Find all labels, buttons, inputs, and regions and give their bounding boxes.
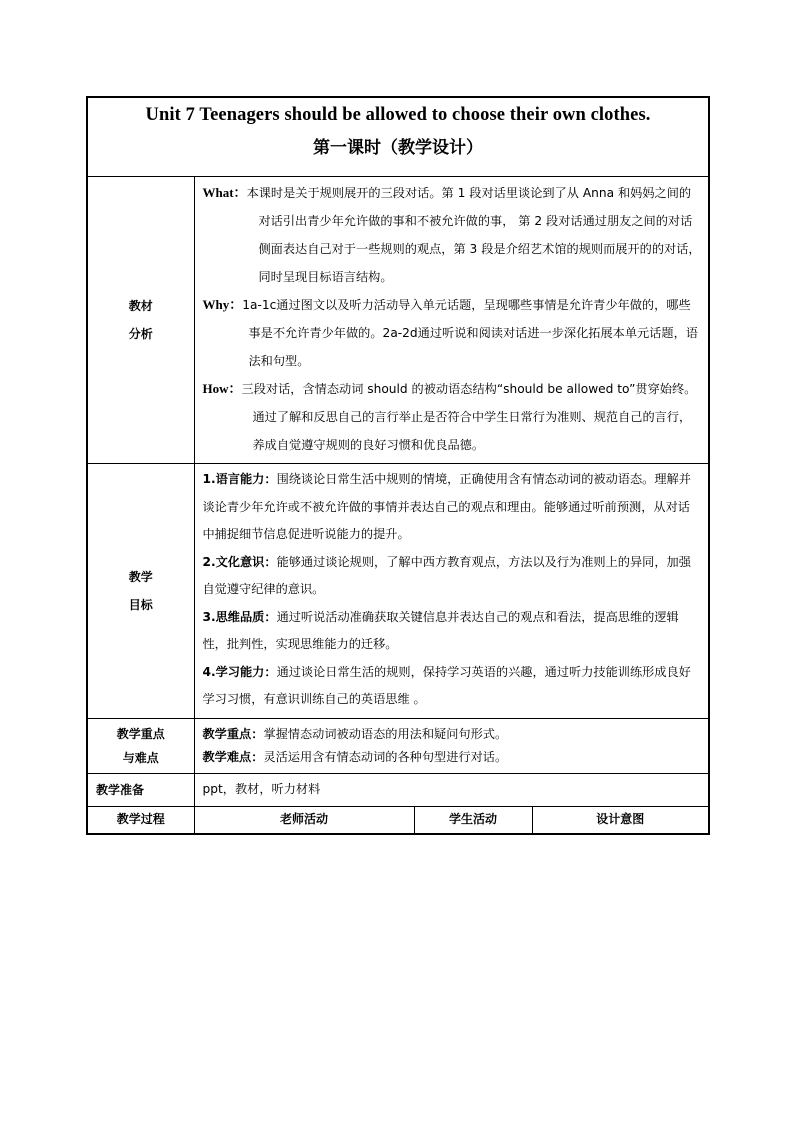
title-row — [87, 97, 709, 177]
analysis-content — [194, 177, 709, 464]
analysis-row — [87, 177, 709, 464]
col-student-activity: 学生活动 — [414, 806, 532, 834]
process-label: 教学过程 — [87, 806, 194, 834]
goals-label-line2: 目标 — [128, 597, 153, 612]
goal-head: 1.语言能力： — [202, 472, 277, 486]
col-design-intent: 设计意图 — [532, 806, 709, 834]
what-paragraph — [203, 179, 703, 291]
goal-head: 3.思维品质： — [202, 609, 277, 624]
goal-head: 4.学习能力： — [202, 664, 277, 679]
analysis-label-line2: 分析 — [128, 327, 153, 341]
keypoints-label-line2: 与难点 — [122, 750, 159, 765]
what-key: What： — [202, 185, 247, 200]
goals-content — [194, 464, 709, 719]
keypoints-content — [194, 718, 709, 773]
how-text: 三段对话，含情态动词 should 的被动语态结构“should be allowed to”贯穿始终。通过了解和反思自己的言行举止是否符合中学生日常行为准则、规范自己的言行，养成自觉遵守规则的良好习惯和优良品德。 — [241, 382, 697, 452]
focus-line — [203, 723, 703, 746]
title-chinese: 第一课时（教学设计） — [313, 138, 484, 158]
goal-item — [203, 549, 703, 604]
goal-text: 通过听说活动准确获取关键信息并表达自己的观点和看法，提高思维的逻辑性，批判性，实现思维能力的迁移。 — [202, 609, 679, 651]
what-text: 本课时是关于规则展开的三段对话。第 1 段对话里谈论到了从 Anna 和妈妈之间的对话引出青少年允许做的事和不被允许做的事， 第 2 段对话通过朋友之间的对话侧面表达自己对于一些规则的观点，第 3 段是介绍艺术馆的规则而展开的的对话， 同时呈现目标语言结构。 — [246, 186, 701, 284]
focus-text: 掌握情态动词被动语态的用法和疑问句形式。 — [263, 726, 508, 741]
goal-text: 围绕谈论日常生活中规则的情境，正确使用含有情态动词的被动语态。理解并谈论青少年允许或不被允许做的事情并表达自己的观点和理由。能够通过听前预测，从对话中捕捉细节信息促进听说能力的提升。 — [202, 472, 691, 541]
why-paragraph — [203, 291, 703, 375]
how-paragraph — [203, 375, 703, 459]
process-header-row — [87, 806, 709, 834]
col-teacher-activity: 老师活动 — [194, 806, 414, 834]
analysis-label — [87, 177, 194, 464]
lesson-plan-table — [86, 96, 710, 835]
prep-content: ppt，教材，听力材料 — [194, 773, 709, 806]
goals-row — [87, 464, 709, 719]
goal-item — [203, 466, 703, 549]
why-key: Why： — [202, 297, 243, 312]
goal-text: 能够通过谈论规则，了解中西方教育观点，方法以及行为准则上的异同，加强自觉遵守纪律的意识。 — [202, 554, 691, 596]
keypoints-label-line1: 教学重点 — [116, 726, 165, 741]
difficulty-head: 教学难点： — [202, 749, 264, 764]
how-key: How： — [202, 381, 242, 396]
goal-item — [203, 659, 703, 714]
title-english: Unit 7 Teenagers should be allowed to choose their own clothes. — [145, 105, 651, 125]
why-text: 1a-1c通过图文以及听力活动导入单元话题，呈现哪些事情是允许青少年做的，哪些事是不允许青少年做的。2a-2d通过听说和阅读对话进一步深化拓展本单元话题，语法和句型。 — [242, 298, 698, 368]
goal-text: 通过谈论日常生活的规则，保持学习英语的兴趣，通过听力技能训练形成良好学习习惯，有意识训练自己的英语思维 。 — [202, 664, 691, 706]
focus-head: 教学重点： — [202, 726, 264, 741]
goals-label-line1: 教学 — [128, 569, 153, 584]
prep-row — [87, 773, 709, 806]
difficulty-text: 灵活运用含有情态动词的各种句型进行对话。 — [263, 749, 508, 764]
title-cell — [87, 97, 709, 177]
prep-label: 教学准备 — [87, 773, 194, 806]
goal-item — [203, 604, 703, 659]
keypoints-row — [87, 718, 709, 773]
analysis-label-line1: 教材 — [128, 299, 153, 313]
goal-head: 2.文化意识： — [202, 554, 277, 569]
goals-label — [87, 464, 194, 719]
difficulty-line — [203, 746, 703, 769]
keypoints-label — [87, 718, 194, 773]
